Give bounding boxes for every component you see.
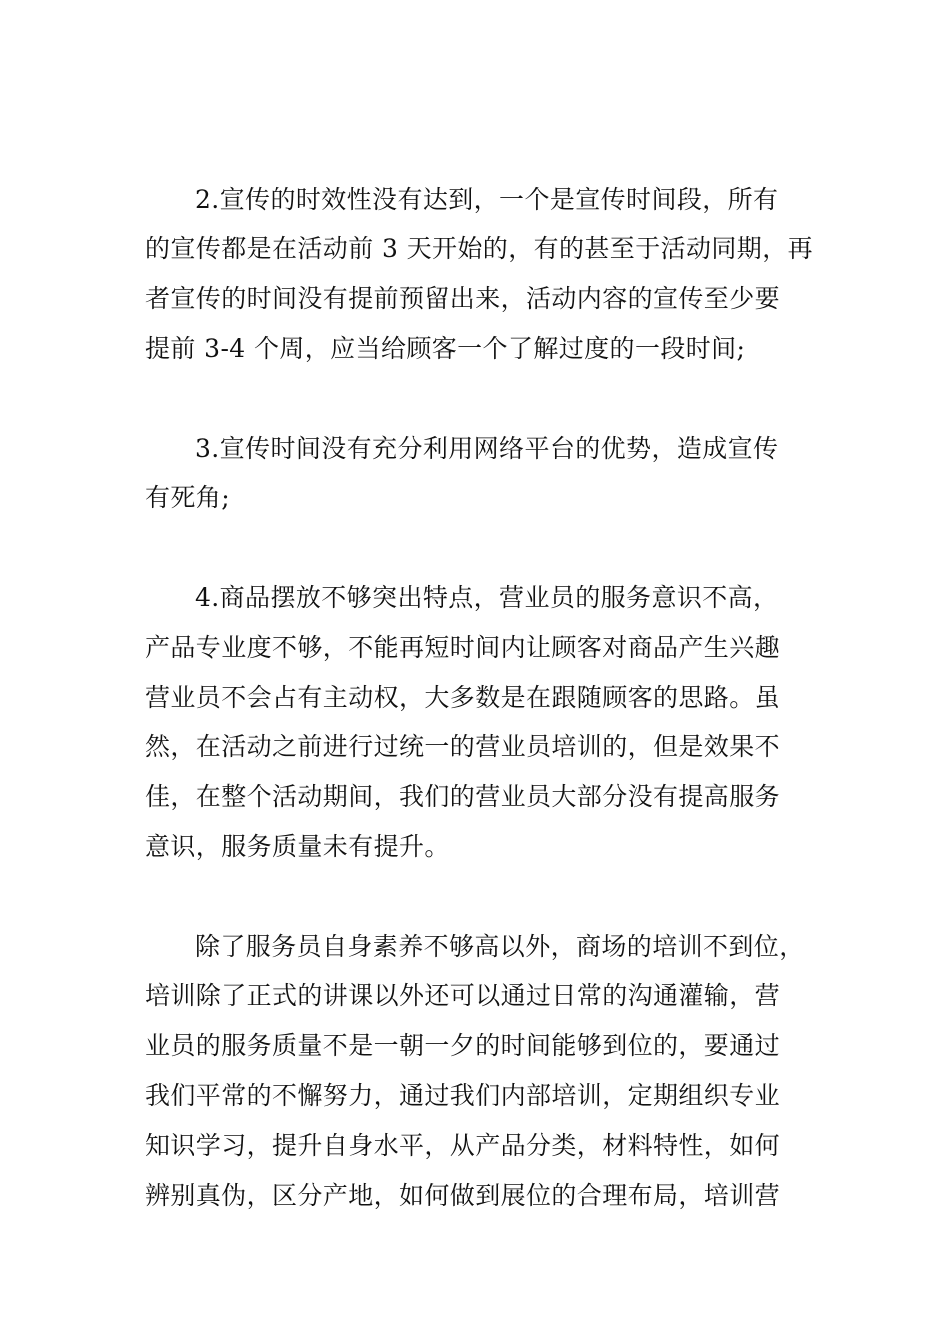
paragraph-4-line-6: 意识，服务质量未有提升。 [145, 832, 450, 861]
paragraph-2-line-2: 的宣传都是在活动前 3 天开始的，有的甚至于活动同期，再 [145, 234, 814, 263]
paragraph-4-line-3: 营业员不会占有主动权，大多数是在跟随顾客的思路。虽 [145, 683, 781, 712]
paragraph-3-line-2: 有死角; [145, 483, 231, 512]
paragraph-4-line-2: 产品专业度不够，不能再短时间内让顾客对商品产生兴趣 [145, 633, 781, 662]
paragraph-5-line-4: 我们平常的不懈努力，通过我们内部培训，定期组织专业 [145, 1081, 781, 1110]
paragraph-4-line-5: 佳，在整个活动期间，我们的营业员大部分没有提高服务 [145, 782, 781, 811]
paragraph-5-line-6: 辨别真伪，区分产地，如何做到展位的合理布局，培训营 [145, 1181, 781, 1210]
paragraph-5-line-5: 知识学习，提升自身水平，从产品分类，材料特性，如何 [145, 1131, 781, 1160]
paragraph-3-line-1: 3.宣传时间没有充分利用网络平台的优势，造成宣传 [195, 434, 779, 463]
paragraph-5-line-1: 除了服务员自身素养不够高以外，商场的培训不到位， [195, 932, 805, 961]
paragraph-2-line-3: 者宣传的时间没有提前预留出来，活动内容的宣传至少要 [145, 284, 781, 313]
paragraph-2-line-1: 2.宣传的时效性没有达到，一个是宣传时间段，所有 [195, 185, 779, 214]
paragraph-4-line-1: 4.商品摆放不够突出特点，营业员的服务意识不高， [195, 583, 779, 612]
paragraph-4-line-4: 然，在活动之前进行过统一的营业员培训的，但是效果不 [145, 732, 781, 761]
paragraph-2-line-4: 提前 3-4 个周，应当给顾客一个了解过度的一段时间; [145, 334, 746, 363]
paragraph-5-line-2: 培训除了正式的讲课以外还可以通过日常的沟通灌输，营 [145, 981, 781, 1010]
paragraph-5-line-3: 业员的服务质量不是一朝一夕的时间能够到位的，要通过 [145, 1031, 781, 1060]
